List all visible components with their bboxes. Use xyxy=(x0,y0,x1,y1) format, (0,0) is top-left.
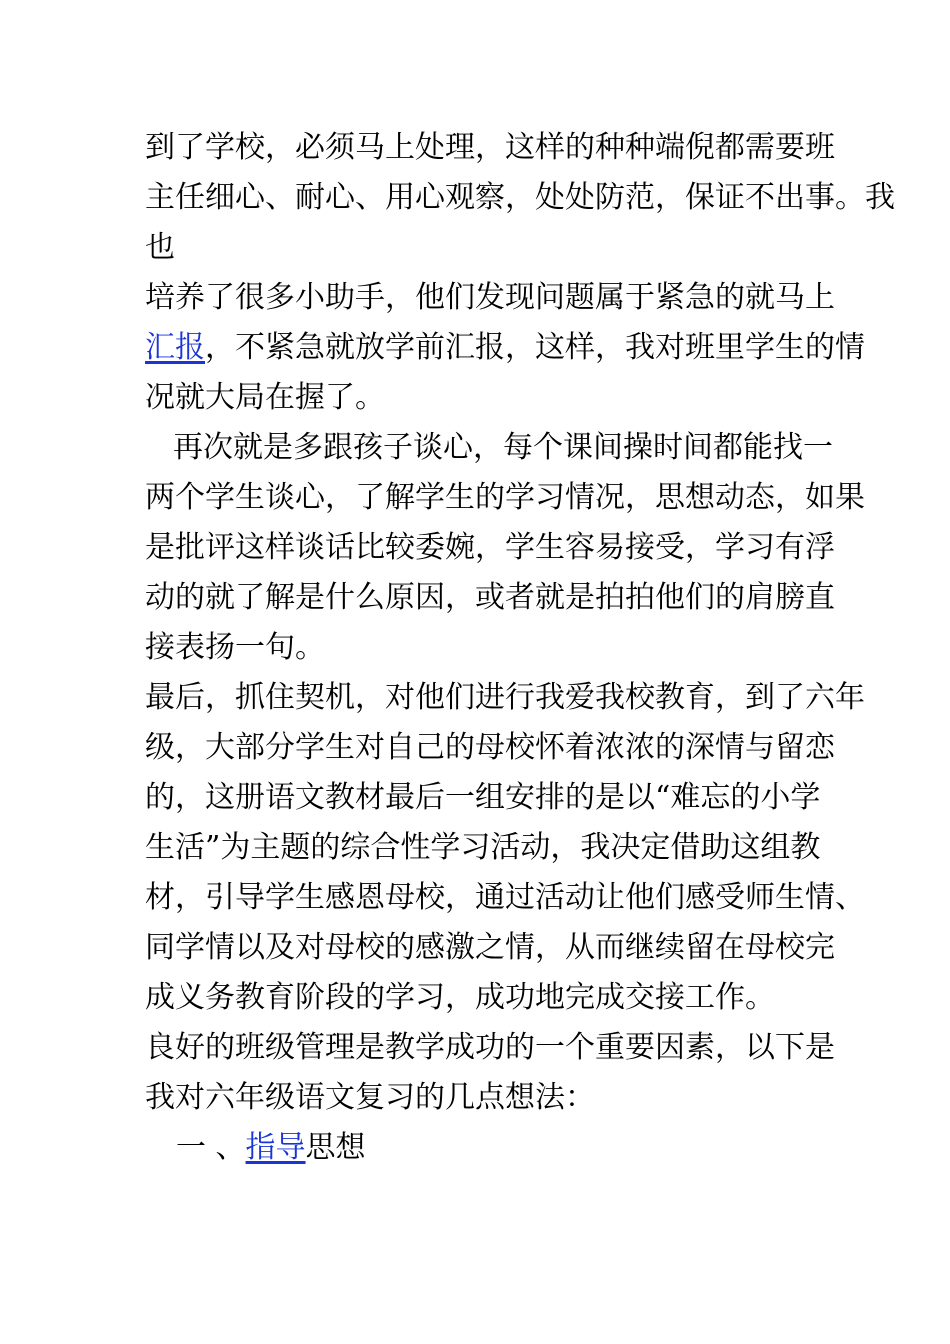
text-line: 成义务教育阶段的学习，成功地完成交接工作。 xyxy=(145,980,775,1015)
huibao-link[interactable]: 汇报 xyxy=(145,330,205,365)
text-line: 也 xyxy=(145,230,175,265)
text-line: 生活”为主题的综合性学习活动，我决定借助这组教 xyxy=(145,830,821,865)
zhidao-link[interactable]: 指导 xyxy=(245,1130,306,1165)
text-line: 级，大部分学生对自己的母校怀着浓浓的深情与留恋 xyxy=(145,730,835,765)
text-line: 的，这册语文教材最后一组安排的是以“难忘的小学 xyxy=(145,780,821,815)
heading-prefix: 一 、 xyxy=(176,1130,246,1165)
text-line: 再次就是多跟孩子谈心，每个课间操时间都能找一 xyxy=(173,430,833,465)
text-line xyxy=(145,323,865,373)
text-line: 到了学校，必须马上处理，这样的种种端倪都需要班 xyxy=(145,130,835,165)
text-line: 培养了很多小助手，他们发现问题属于紧急的就马上 xyxy=(145,280,835,315)
section-heading xyxy=(176,1123,856,1173)
text-line: 接表扬一句。 xyxy=(145,630,325,665)
text-line: 我对六年级语文复习的几点想法： xyxy=(145,1080,595,1115)
text-line: 材，引导学生感恩母校，通过活动让他们感受师生情、 xyxy=(145,880,865,915)
text-line: 主任细心、耐心、用心观察，处处防范，保证不出事。我 xyxy=(145,180,895,215)
text-line: 同学情以及对母校的感激之情，从而继续留在母校完 xyxy=(145,930,835,965)
text-line: 最后，抓住契机，对他们进行我爱我校教育，到了六年 xyxy=(145,680,865,715)
text-line: 动的就了解是什么原因，或者就是拍拍他们的肩膀直 xyxy=(145,580,835,615)
heading-text: 思想 xyxy=(305,1130,366,1165)
text-line: 是批评这样谈话比较委婉，学生容易接受，学习有浮 xyxy=(145,530,835,565)
text-line: 况就大局在握了。 xyxy=(145,380,385,415)
text-line: 良好的班级管理是教学成功的一个重要因素，以下是 xyxy=(145,1030,835,1065)
text-segment: ，不紧急就放学前汇报，这样，我对班里学生的情 xyxy=(205,330,865,365)
text-line: 两个学生谈心，了解学生的学习情况，思想动态，如果 xyxy=(145,480,865,515)
